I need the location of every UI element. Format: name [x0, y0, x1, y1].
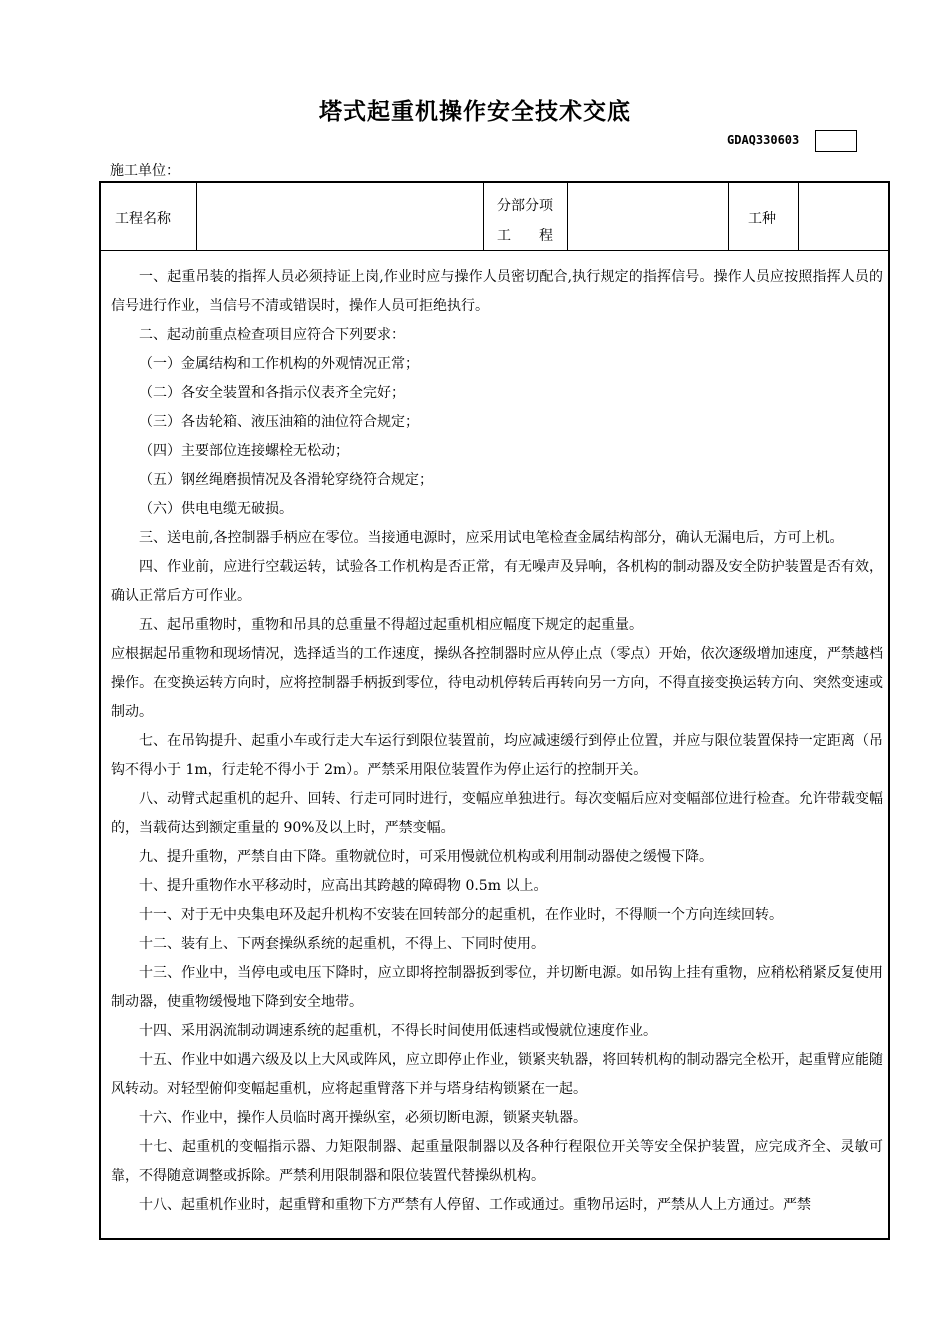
paragraph: 五、起吊重物时，重物和吊具的总重量不得超过起重机相应幅度下规定的起重量。: [139, 617, 643, 633]
paragraph: 十一、对于无中央集电环及起升机构不安装在回转部分的起重机，在作业时，不得顺一个方向连续回转。: [139, 907, 783, 923]
paragraph: 八、动臂式起重机的起升、回转、行走可同时进行，变幅应单独进行。每次变幅后应对变幅部位进行检查。允许带载变幅的，当载荷达到额定重量的 90%及以上时，严禁变幅。: [111, 791, 883, 836]
paragraph: 三、送电前,各控制器手柄应在零位。当接通电源时，应采用试电笔检查金属结构部分，确认无漏电后，方可上机。: [139, 530, 844, 546]
paragraph: 十八、起重机作业时，起重臂和重物下方严禁有人停留、工作或通过。重物吊运时，严禁从人上方通过。严禁: [139, 1197, 811, 1213]
document-code: GDAQ330603: [727, 133, 800, 147]
sub-project-label-2: 工 程: [497, 228, 553, 244]
divider: [728, 183, 729, 250]
paragraph: （二）各安全装置和各指示仪表齐全完好；: [139, 385, 405, 401]
paragraph: 十二、装有上、下两套操纵系统的起重机，不得上、下同时使用。: [139, 936, 545, 952]
code-box: [815, 130, 857, 152]
paragraph: 一、起重吊装的指挥人员必须持证上岗,作业时应与操作人员密切配合,执行规定的指挥信号。操作人员应按照指挥人员的信号进行作业，当信号不清或错误时，操作人员可拒绝执行。: [111, 269, 883, 314]
form-header-row: [101, 183, 888, 251]
paragraph: 十五、作业中如遇六级及以上大风或阵风，应立即停止作业，锁紧夹轨器，将回转机构的制动器完全松开，起重臂应能随风转动。对轻型俯仰变幅起重机，应将起重臂落下并与塔身结构锁紧在一起。: [111, 1052, 883, 1097]
disclosure-form: [99, 181, 890, 1240]
divider: [483, 183, 484, 250]
divider: [798, 183, 799, 250]
trade-label: 工种: [748, 211, 776, 227]
sub-project-value[interactable]: [572, 187, 722, 245]
divider: [567, 183, 568, 250]
paragraph: 七、在吊钩提升、起重小车或行走大车运行到限位装置前，均应减速缓行到停止位置，并应与限位装置保持一定距离（吊钩不得小于 1m，行走轮不得小于 2m）。严禁采用限位装置作为停止运行的控制开关。: [111, 733, 883, 778]
disclosure-content: [111, 263, 883, 1220]
paragraph: 十六、作业中，操作人员临时离开操纵室，必须切断电源，锁紧夹轨器。: [139, 1110, 587, 1126]
paragraph: 四、作业前，应进行空载运转，试验各工作机构是否正常，有无噪声及异响，各机构的制动器及安全防护装置是否有效，确认正常后方可作业。: [111, 559, 883, 604]
paragraph: 应根据起吊重物和现场情况，选择适当的工作速度，操纵各控制器时应从停止点（零点）开始，依次逐级增加速度，严禁越档操作。在变换运转方向时，应将控制器手柄扳到零位，待电动机停转后再转向另一方向，不得直接变换运转方向、突然变速或制动。: [111, 646, 883, 720]
sub-project-label: 分部分项: [497, 198, 553, 214]
paragraph: 二、起动前重点检查项目应符合下列要求：: [139, 327, 405, 343]
paragraph: （三）各齿轮箱、液压油箱的油位符合规定；: [139, 414, 419, 430]
page-title: 塔式起重机操作安全技术交底: [319, 99, 631, 125]
paragraph: 十三、作业中，当停电或电压下降时，应立即将控制器扳到零位，并切断电源。如吊钩上挂有重物，应稍松稍紧反复使用制动器，使重物缓慢地下降到安全地带。: [111, 965, 883, 1010]
project-name-label: 工程名称: [115, 211, 171, 227]
paragraph: 十七、起重机的变幅指示器、力矩限制器、起重量限制器以及各种行程限位开关等安全保护装置，应完成齐全、灵敏可靠，不得随意调整或拆除。严禁利用限制器和限位装置代替操纵机构。: [111, 1139, 883, 1184]
project-name-value[interactable]: [201, 187, 477, 245]
paragraph: （四）主要部位连接螺栓无松动；: [139, 443, 349, 459]
paragraph: （一）金属结构和工作机构的外观情况正常；: [139, 356, 419, 372]
divider: [196, 183, 197, 250]
trade-value[interactable]: [803, 187, 883, 245]
paragraph: 十、提升重物作水平移动时，应高出其跨越的障碍物 0.5m 以上。: [139, 878, 548, 894]
paragraph: （六）供电电缆无破损。: [139, 501, 293, 517]
paragraph: （五）钢丝绳磨损情况及各滑轮穿绕符合规定；: [139, 472, 433, 488]
paragraph: 十四、采用涡流制动调速系统的起重机，不得长时间使用低速档或慢就位速度作业。: [139, 1023, 657, 1039]
construction-unit-label: 施工单位：: [110, 163, 180, 179]
paragraph: 九、提升重物，严禁自由下降。重物就位时，可采用慢就位机构或利用制动器使之缓慢下降。: [139, 849, 713, 865]
